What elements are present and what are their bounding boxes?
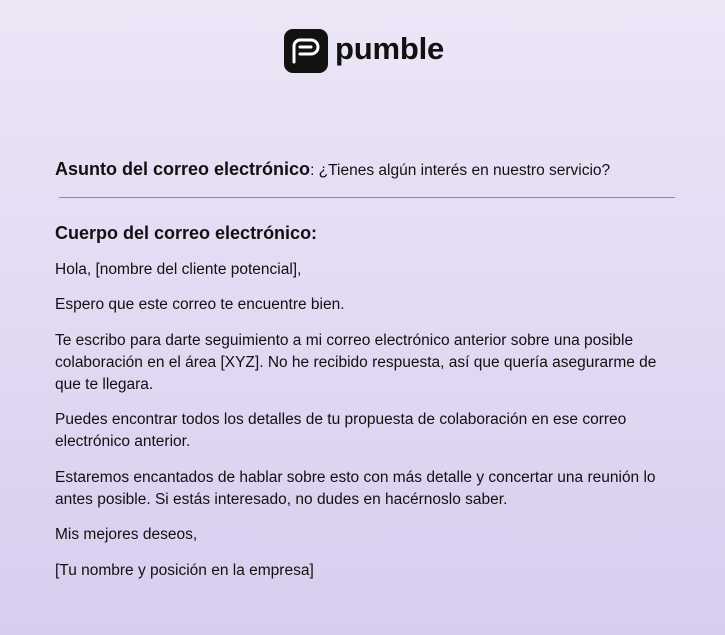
body-paragraph: Te escribo para darte seguimiento a mi correo electrónico anterior sobre una posible colaboración en el área [XYZ]. No he recibido respuesta, así que quería asegurarme de que te llegara. — [55, 332, 657, 393]
greeting-paragraph: Hola, [nombre del cliente potencial], — [55, 261, 302, 278]
email-subject-line — [55, 157, 610, 183]
body-paragraph: Espero que este correo te encuentre bien. — [55, 296, 345, 313]
subject-label: Asunto del correo electrónico — [55, 159, 311, 179]
pumble-logo — [284, 29, 444, 73]
brand-name: pumble — [335, 31, 445, 66]
closing-paragraph: Mis mejores deseos, — [55, 526, 198, 543]
pumble-logo-icon — [284, 29, 328, 73]
subject-value: : ¿Tienes algún interés en nuestro servicio? — [310, 162, 611, 179]
body-paragraph: Puedes encontrar todos los detalles de tu propuesta de colaboración en ese correo electrónico anterior. — [55, 411, 627, 450]
chat-bubble-icon — [291, 36, 321, 66]
body-heading: Cuerpo del correo electrónico: — [55, 223, 318, 243]
signature-paragraph: [Tu nombre y posición en la empresa] — [55, 562, 314, 579]
divider — [59, 197, 675, 198]
body-paragraph: Estaremos encantados de hablar sobre esto con más detalle y concertar una reunión lo antes posible. Si estás interesado, no dudes en hacérnoslo saber. — [55, 469, 656, 508]
